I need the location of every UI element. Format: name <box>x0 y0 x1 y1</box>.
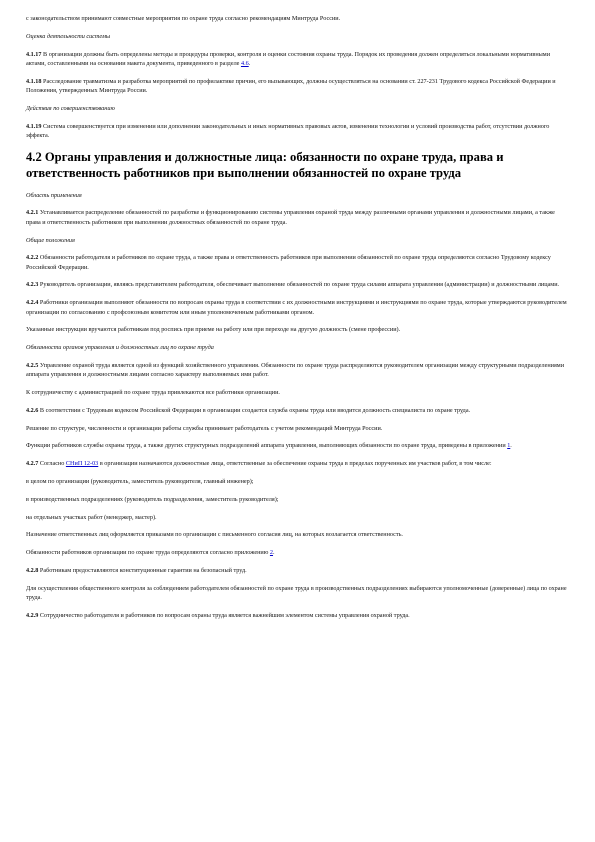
clause-number: 4.1.19 <box>26 122 42 130</box>
clause-4-2-1 <box>26 208 571 227</box>
clause-4-2-5 <box>26 361 571 380</box>
clause-4-1-18 <box>26 77 571 96</box>
clause-4-2-7 <box>26 459 571 468</box>
paragraph: К сотрудничеству с администрацией по охране труда привлекаются все работники организации. <box>26 389 280 397</box>
clause-text: Работники организации выполняют обязанности по вопросам охраны труда в соответствии с их должностными инструкциями и инструкциями по охране труда, которые утверждаются руководителем организации по согласованию с профсоюзным комитетом или иным уполномоченным работниками органом. <box>26 299 567 316</box>
paragraph: Решение по структуре, численности и организации работы службы принимает работодатель с учетом рекомендаций Минтруда России. <box>26 424 383 432</box>
clause-4-1-19 <box>26 122 571 141</box>
clause-text: Руководитель организации, являясь представителем работодателя, обеспечивает выполнение обязанностей по охране труда силами аппарата управления (администрации) и должностными лицами. <box>38 281 560 289</box>
subsection-title: Область применения <box>26 191 82 199</box>
clause-number: 4.2.3 <box>26 281 39 289</box>
paragraph-text: Обязанности работников организации по охране труда определяются согласно приложению <box>26 549 270 557</box>
paragraph <box>26 14 571 23</box>
clause-number: 4.2.2 <box>26 254 39 262</box>
clause-text: В соответствии с Трудовым кодексом Российской Федерации в организации создается служба охраны труда или вводится должность специалиста по охране труда. <box>38 406 471 414</box>
clause-number: 4.2.5 <box>26 361 39 369</box>
clause-4-2-8 <box>26 566 571 575</box>
subsection-title: Оценка деятельности системы <box>26 32 111 40</box>
clause-text: в организации назначаются должностные лица, ответственные за обеспечение охраны труда в пределах порученных им участков работ, в том числе: <box>98 460 492 468</box>
clause-text: Сотрудничество работодателя и работников по вопросам охраны труда является важнейшим элементом системы управления охраной труда. <box>38 611 410 619</box>
clause-number: 4.2.1 <box>26 209 39 217</box>
paragraph: Для осуществления общественного контроля за соблюдением работодателем обязанностей по охране труда в производственных подразделениях выбираются уполномоченные (доверенные) лица по охране труда. <box>26 584 567 602</box>
list-item: на отдельных участках работ (менеджер, мастер). <box>26 513 157 521</box>
clause-number: 4.2.7 <box>26 460 39 468</box>
paragraph <box>26 441 571 450</box>
section-link[interactable]: 4.6 <box>240 59 249 67</box>
snip-link[interactable]: СНиП 12-03 <box>65 460 99 468</box>
appendix-1-link[interactable]: 1 <box>507 442 511 450</box>
subsection-title: Действия по совершенствованию <box>26 104 115 112</box>
paragraph-text: с законодательством принимают совместные мероприятия по охране труда согласно рекомендациям Минтруда России. <box>26 15 341 22</box>
list-item: в производственных подразделениях (руководитель подразделения, заместитель руководителя); <box>26 495 279 503</box>
section-heading: 4.2 Органы управления и должностные лица: обязанности по охране труда, права и ответственность работников при выполнении обязанностей по охране труда <box>26 149 504 180</box>
clause-number: 4.2.8 <box>26 567 39 574</box>
paragraph: Назначение ответственных лиц оформляется приказами по организации с письменного согласия лиц, на которых возлагается ответственность. <box>26 531 403 539</box>
clause-number: 4.2.9 <box>26 611 39 619</box>
clause-text: Работникам предоставляются конституционные гарантии на безопасный труд. <box>38 567 247 574</box>
clause-4-2-6 <box>26 406 571 415</box>
clause-text: Устанавливается распределение обязанностей по разработке и функционированию системы управления охраной труда между различными органами управления и должностными лицами, а также права и ответственность работников при выполнении должностных обязанностей по охране труда. <box>26 209 555 226</box>
clause-number: 4.2.6 <box>26 406 39 414</box>
clause-number: 4.1.18 <box>26 77 42 85</box>
clause-4-2-2 <box>26 253 571 272</box>
paragraph-text-end: . <box>273 549 275 557</box>
list-item: в целом по организации (руководитель, заместитель руководителя, главный инженер); <box>26 478 254 486</box>
document-page <box>26 14 571 629</box>
clause-text: В организации должны быть определены методы и процедуры проверки, контроля и оценки состояния охраны труда. Порядок их проведения должен определяться локальными нормативными актами, составленными на основании макета документа, приведенного в разделе <box>26 50 551 67</box>
clause-text: Согласно <box>38 460 66 468</box>
clause-text: Обязанности работодателя и работников по охране труда, а также права и ответственность работников при выполнении обязанностей по охране труда определяются согласно Трудовому кодексу Российской Федерации. <box>26 254 551 271</box>
clause-number: 4.1.17 <box>26 50 42 58</box>
clause-text: Расследование травматизма и разработка мероприятий по профилактике причин, его вызывающих, должны осуществляться на основании ст. 227-231 Трудового кодекса Российской Федерации и Положения, утвержденных Минтруда России. <box>26 77 556 94</box>
paragraph-text: Функции работников службы охраны труда, а также других структурных подразделений аппарата управления, выполняющих обязанности по охране труда, приведены в приложении <box>26 442 508 450</box>
clause-4-1-17 <box>26 50 571 69</box>
clause-4-2-3 <box>26 280 571 289</box>
clause-text: Управление охраной труда является одной из функций хозяйственного управления. Обязанности по охране труда распределяются руководителем организации между структурными подразделениями аппарата управления и должностными лицами согласно характеру выполняемых ими работ. <box>26 361 565 379</box>
clause-text: Система совершенствуется при изменении или дополнении законодательных и иных нормативных правовых актов, изменении технологии и условий производства работ, отсутствии должного эффекта. <box>26 122 550 139</box>
paragraph <box>26 548 571 557</box>
paragraph: Указанные инструкции вручаются работникам под роспись при приеме на работу или при переходе на другую должность (смене профессии). <box>26 326 401 334</box>
clause-text-end: . <box>248 59 251 67</box>
subsection-title: Общие положения <box>26 236 75 244</box>
clause-4-2-9 <box>26 611 571 620</box>
appendix-2-link[interactable]: 2 <box>269 549 274 557</box>
clause-number: 4.2.4 <box>26 299 39 307</box>
paragraph-text-end: . <box>510 442 512 450</box>
clause-4-2-4 <box>26 298 571 317</box>
subsection-title: Обязанности органов управления и должностных лиц по охране труда <box>26 344 214 352</box>
